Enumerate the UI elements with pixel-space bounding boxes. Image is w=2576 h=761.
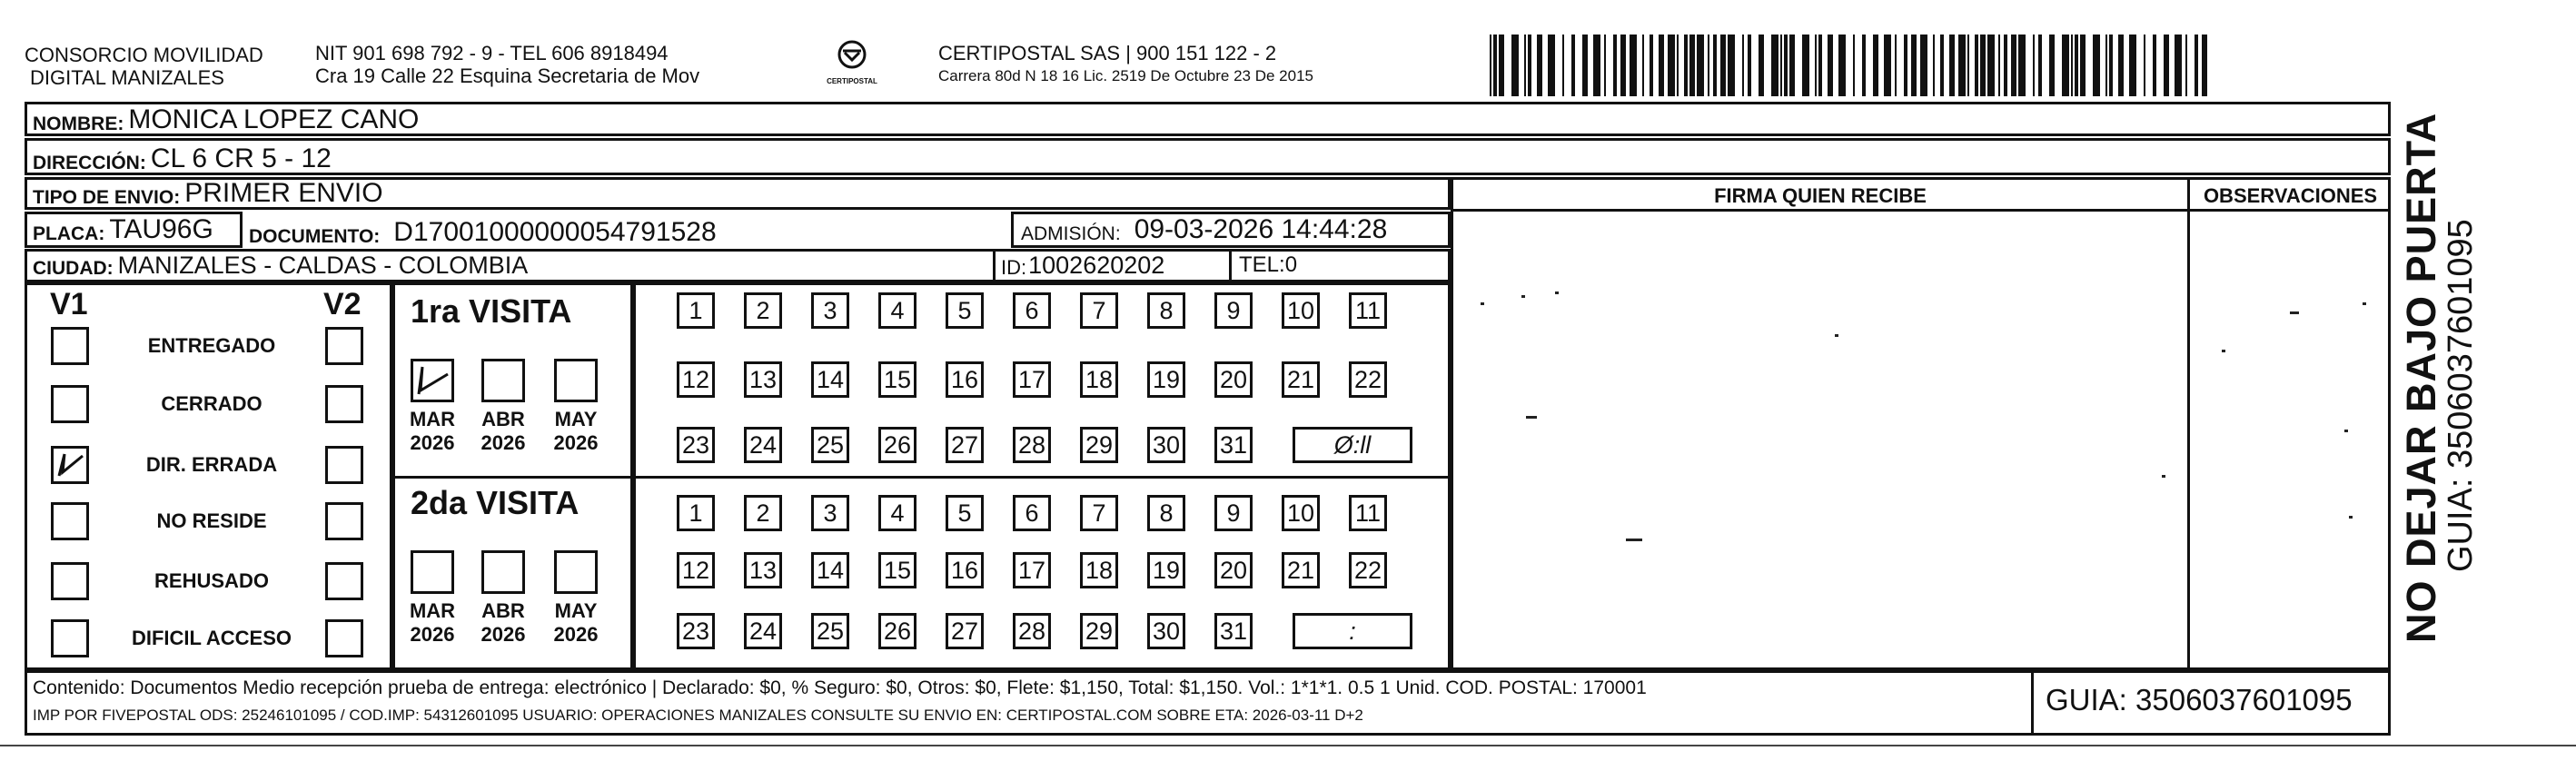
day-box[interactable]: 25 — [811, 427, 849, 463]
month-name: ABR — [481, 408, 525, 430]
barcode-bar — [1895, 35, 1897, 96]
day-box[interactable]: 10 — [1282, 495, 1320, 531]
barcode-bar — [1802, 35, 1809, 96]
month-label — [405, 599, 460, 647]
barcode-bar — [2164, 35, 2169, 96]
day-box[interactable]: 5 — [946, 292, 984, 329]
barcode-bar — [1940, 35, 1944, 96]
month-checkbox-mar[interactable] — [411, 359, 454, 402]
v1-checkbox-1[interactable] — [51, 385, 89, 423]
barcode-bar — [1537, 35, 1542, 96]
month-checkbox-abr[interactable] — [481, 359, 525, 402]
barcode-bar — [1620, 35, 1626, 96]
day-box[interactable]: 24 — [744, 427, 782, 463]
v1-checkbox-4[interactable] — [51, 562, 89, 600]
barcode-bar — [1838, 35, 1846, 96]
visit1-title: 1ra VISITA — [411, 292, 572, 330]
status-option-label: NO RESIDE — [156, 509, 267, 532]
month-name: MAY — [554, 408, 598, 430]
barcode-bar — [1949, 35, 1955, 96]
day-box[interactable]: 11 — [1349, 495, 1387, 531]
day-box[interactable]: 15 — [878, 361, 916, 398]
day-box[interactable]: 13 — [744, 361, 782, 398]
day-box[interactable]: 22 — [1349, 552, 1387, 588]
month-checkbox-may[interactable] — [554, 359, 598, 402]
barcode-bar — [2175, 35, 2182, 96]
v2-checkbox-5[interactable] — [325, 619, 363, 657]
barcode-bar — [1511, 35, 1519, 96]
v2-checkbox-1[interactable] — [325, 385, 363, 423]
barcode-bar — [1528, 35, 1531, 96]
day-box[interactable]: 23 — [677, 427, 715, 463]
barcode-bar — [1933, 35, 1935, 96]
barcode-bar — [1818, 35, 1822, 96]
firma-header: FIRMA QUIEN RECIBE — [1714, 184, 1927, 207]
day-box[interactable]: 3 — [811, 495, 849, 531]
barcode-bar — [1650, 35, 1653, 96]
month-year: 2026 — [481, 431, 526, 454]
barcode-bar — [1853, 35, 1855, 96]
status-option-label: CERRADO — [161, 392, 263, 415]
observaciones-area[interactable] — [2190, 212, 2391, 667]
barcode-bar — [1490, 35, 1491, 96]
footer-guia: GUIA: 3506037601095 — [2046, 683, 2353, 717]
day-box[interactable]: 25 — [811, 613, 849, 649]
month-year: 2026 — [481, 623, 526, 646]
ciudad-cell: CIUDAD: MANIZALES - CALDAS - COLOMBIA — [25, 249, 1451, 282]
month-label — [549, 408, 603, 455]
month-label — [476, 599, 530, 647]
visit2-title: 2da VISITA — [411, 484, 580, 521]
barcode-bar — [1980, 35, 1986, 96]
time-box[interactable]: Ø:ll — [1293, 427, 1412, 463]
day-box[interactable]: 17 — [1013, 552, 1051, 588]
day-box[interactable]: 19 — [1147, 361, 1185, 398]
company-contact: NIT 901 698 792 - 9 - TEL 606 8918494 Cra 19 Calle 22 Esquina Secretaria de Mov — [315, 42, 700, 87]
barcode-bar — [1524, 35, 1526, 96]
barcode-bar — [1582, 35, 1588, 96]
v1-checkbox-5[interactable] — [51, 619, 89, 657]
v2-checkbox-0[interactable] — [325, 327, 363, 365]
day-box[interactable]: 29 — [1080, 427, 1118, 463]
day-box[interactable]: 7 — [1080, 292, 1118, 329]
v2-checkbox-4[interactable] — [325, 562, 363, 600]
month-name: MAY — [554, 599, 598, 622]
footer-divider — [2031, 670, 2034, 736]
day-box[interactable]: 26 — [878, 427, 916, 463]
day-box[interactable]: 9 — [1214, 292, 1253, 329]
barcode-bar — [2195, 35, 2198, 96]
day-box[interactable]: 27 — [946, 427, 984, 463]
day-box[interactable]: 15 — [878, 552, 916, 588]
barcode-bar — [1684, 35, 1688, 96]
barcode-bar — [2185, 35, 2187, 96]
v1-checkbox-0[interactable] — [51, 327, 89, 365]
day-box[interactable]: 31 — [1214, 427, 1253, 463]
barcode-bar — [2033, 35, 2035, 96]
barcode-bar — [1967, 35, 1969, 96]
barcode-bar — [2093, 35, 2100, 96]
status-option-label: DIR. ERRADA — [145, 453, 278, 476]
day-box[interactable]: 11 — [1349, 292, 1387, 329]
barcode-bar — [1630, 35, 1637, 96]
barcode-bar — [2080, 35, 2086, 96]
day-box[interactable]: 26 — [878, 613, 916, 649]
v1-checkbox-2[interactable] — [51, 446, 89, 484]
barcode-bar — [1499, 35, 1504, 96]
v2-checkbox-3[interactable] — [325, 502, 363, 540]
barcode-bar — [2118, 35, 2124, 96]
barcode-bar — [1677, 35, 1679, 96]
row-tipo: TIPO DE ENVIO: PRIMER ENVIO — [25, 177, 1451, 210]
barcode-bar — [1873, 35, 1878, 96]
nombre-value: MONICA LOPEZ CANO — [128, 104, 420, 134]
direccion-value: CL 6 CR 5 - 12 — [150, 143, 332, 173]
barcode-bar — [1728, 35, 1735, 96]
month-year: 2026 — [410, 623, 455, 646]
month-name: MAR — [409, 599, 456, 622]
barcode-bar — [2018, 35, 2026, 96]
footer-imp: IMP POR FIVEPOSTAL ODS: 25246101095 / COD.IMP: 54312601095 USUARIO: OPERACIONES MANIZALES CONSULTE SU ENVIO EN: CERTIPOSTAL.COM SOBRE ETA: 2026-03-11 D+2 — [33, 707, 1363, 724]
day-box[interactable]: 3 — [811, 292, 849, 329]
day-box[interactable]: 31 — [1214, 613, 1253, 649]
day-box[interactable]: 12 — [677, 552, 715, 588]
signature-area[interactable] — [1453, 212, 2185, 667]
day-box[interactable]: 14 — [811, 361, 849, 398]
day-box[interactable]: 4 — [878, 495, 916, 531]
day-box[interactable]: 30 — [1147, 613, 1185, 649]
day-box[interactable]: 2 — [744, 495, 782, 531]
day-box[interactable]: 16 — [946, 361, 984, 398]
day-box[interactable]: 8 — [1147, 495, 1185, 531]
barcode-bar — [2144, 35, 2145, 96]
day-box[interactable]: 12 — [677, 361, 715, 398]
day-box[interactable]: 24 — [744, 613, 782, 649]
month-checkbox-may[interactable] — [554, 550, 598, 594]
barcode-bar — [1562, 35, 1564, 96]
day-box[interactable]: 8 — [1147, 292, 1185, 329]
check-mark-icon — [413, 361, 451, 400]
month-checkbox-abr[interactable] — [481, 550, 525, 594]
barcode-bar — [2202, 35, 2207, 96]
day-box[interactable]: 14 — [811, 552, 849, 588]
month-label — [405, 408, 460, 455]
barcode-bar — [1759, 35, 1764, 96]
company-name: CONSORCIO MOVILIDAD DIGITAL MANIZALES — [25, 44, 263, 89]
month-name: ABR — [481, 599, 525, 622]
day-box[interactable]: 4 — [878, 292, 916, 329]
barcode-bar — [1748, 35, 1751, 96]
page-border-bottom — [0, 745, 2576, 746]
side-guia: GUIA: 3506037601095 — [2442, 219, 2480, 572]
courier-logo: CERTIPOSTAL — [825, 40, 879, 85]
day-box[interactable]: 21 — [1282, 552, 1320, 588]
v2-checkbox-2[interactable] — [325, 446, 363, 484]
day-box[interactable]: 30 — [1147, 427, 1185, 463]
barcode-bar — [2011, 35, 2016, 96]
logo-icon — [834, 40, 870, 73]
barcode-bar — [1789, 35, 1795, 96]
day-box[interactable]: 22 — [1349, 361, 1387, 398]
barcode-bar — [1862, 35, 1866, 96]
tipo-value: PRIMER ENVIO — [184, 178, 383, 208]
status-option-label: DIFICIL ACCESO — [131, 627, 292, 649]
check-mark-icon — [54, 449, 86, 481]
day-box[interactable]: 23 — [677, 613, 715, 649]
barcode-bar — [1613, 35, 1617, 96]
documento-cell: DOCUMENTO: D17001000000054791528 — [249, 217, 717, 247]
v1-header: V1 — [50, 287, 88, 321]
day-box[interactable]: 17 — [1013, 361, 1051, 398]
barcode-bar — [2109, 35, 2113, 96]
barcode-bar — [1884, 35, 1891, 96]
barcode-bar — [1771, 35, 1778, 96]
day-box[interactable]: 6 — [1013, 495, 1051, 531]
barcode-bar — [1604, 35, 1606, 96]
barcode-bar — [1493, 35, 1497, 96]
day-box[interactable]: 28 — [1013, 613, 1051, 649]
day-box[interactable]: 7 — [1080, 495, 1118, 531]
barcode-bar — [1998, 35, 2000, 96]
day-box[interactable]: 19 — [1147, 552, 1185, 588]
day-box[interactable]: 9 — [1214, 495, 1253, 531]
barcode-bar — [2105, 35, 2107, 96]
barcode-bar — [1958, 35, 1966, 96]
barcode-bar — [2038, 35, 2042, 96]
status-option-label: REHUSADO — [154, 569, 269, 592]
status-option-label: ENTREGADO — [147, 334, 276, 357]
day-box[interactable]: 20 — [1214, 361, 1253, 398]
day-box[interactable]: 5 — [946, 495, 984, 531]
courier-info: CERTIPOSTAL SAS | 900 151 122 - 2 Carrera 80d N 18 16 Lic. 2519 De Octubre 23 De 2015 — [938, 42, 1313, 84]
barcode-bar — [1815, 35, 1817, 96]
barcode-bar — [1920, 35, 1927, 96]
day-box[interactable]: 13 — [744, 552, 782, 588]
row-nombre: NOMBRE: MONICA LOPEZ CANO — [25, 102, 2391, 136]
barcode-bar — [1571, 35, 1575, 96]
month-year: 2026 — [410, 431, 455, 454]
month-year: 2026 — [553, 623, 599, 646]
month-year: 2026 — [553, 431, 599, 454]
barcode-bar — [2062, 35, 2069, 96]
barcode-bar — [1911, 35, 1917, 96]
barcode-bar — [2049, 35, 2055, 96]
day-box[interactable]: 6 — [1013, 292, 1051, 329]
day-box[interactable]: 10 — [1282, 292, 1320, 329]
day-box[interactable]: 21 — [1282, 361, 1320, 398]
day-box[interactable]: 28 — [1013, 427, 1051, 463]
tel-cell: TEL:0 — [1239, 252, 1298, 277]
barcode-bar — [1975, 35, 1978, 96]
footer-content: Contenido: Documentos Medio recepción prueba de entrega: electrónico | Declarado: $0, % Seguro: $0, Otros: $0, Flete: $1,150, Total: $1,150. Vol.: 1*1*1. 0.5 1 Unid. COD. POSTAL: 170001 — [33, 677, 1647, 698]
side-warning: NO DEJAR BAJO PUERTA — [2398, 112, 2444, 643]
observaciones-header: OBSERVACIONES — [2203, 184, 2378, 207]
day-box[interactable]: 20 — [1214, 552, 1253, 588]
day-box[interactable]: 27 — [946, 613, 984, 649]
day-box[interactable]: 2 — [744, 292, 782, 329]
barcode-bar — [2071, 35, 2073, 96]
day-box[interactable]: 16 — [946, 552, 984, 588]
barcode-bar — [1828, 35, 1833, 96]
id-cell: ID: 1002620202 — [993, 249, 1232, 282]
barcode-bar — [1708, 35, 1709, 96]
admision-cell: ADMISIÓN: 09-03-2026 14:44:28 — [1011, 212, 1451, 248]
barcode-bar — [1697, 35, 1704, 96]
barcode-bar — [1593, 35, 1600, 96]
barcode-bar — [1668, 35, 1675, 96]
time-box[interactable]: : — [1293, 613, 1412, 649]
v1-checkbox-3[interactable] — [51, 502, 89, 540]
v2-header: V2 — [323, 287, 362, 321]
day-box[interactable]: 1 — [677, 495, 715, 531]
barcode — [1490, 35, 2212, 96]
day-box[interactable]: 18 — [1080, 361, 1118, 398]
barcode-bar — [2004, 35, 2007, 96]
day-box[interactable]: 1 — [677, 292, 715, 329]
barcode-bar — [1689, 35, 1695, 96]
month-label — [476, 408, 530, 455]
barcode-bar — [1548, 35, 1555, 96]
barcode-bar — [1720, 35, 1726, 96]
month-label — [549, 599, 603, 647]
barcode-bar — [1784, 35, 1788, 96]
day-box[interactable]: 18 — [1080, 552, 1118, 588]
barcode-bar — [2129, 35, 2136, 96]
barcode-bar — [1987, 35, 1995, 96]
row-direccion: DIRECCIÓN: CL 6 CR 5 - 12 — [25, 138, 2391, 175]
barcode-bar — [1780, 35, 1782, 96]
barcode-bar — [1659, 35, 1664, 96]
barcode-bar — [1713, 35, 1717, 96]
barcode-bar — [1904, 35, 1907, 96]
barcode-bar — [2153, 35, 2156, 96]
month-name: MAR — [409, 408, 456, 430]
barcode-bar — [2075, 35, 2078, 96]
barcode-bar — [1742, 35, 1744, 96]
month-checkbox-mar[interactable] — [411, 550, 454, 594]
barcode-bar — [1642, 35, 1644, 96]
day-box[interactable]: 29 — [1080, 613, 1118, 649]
placa-cell: PLACA: TAU96G — [25, 212, 243, 248]
